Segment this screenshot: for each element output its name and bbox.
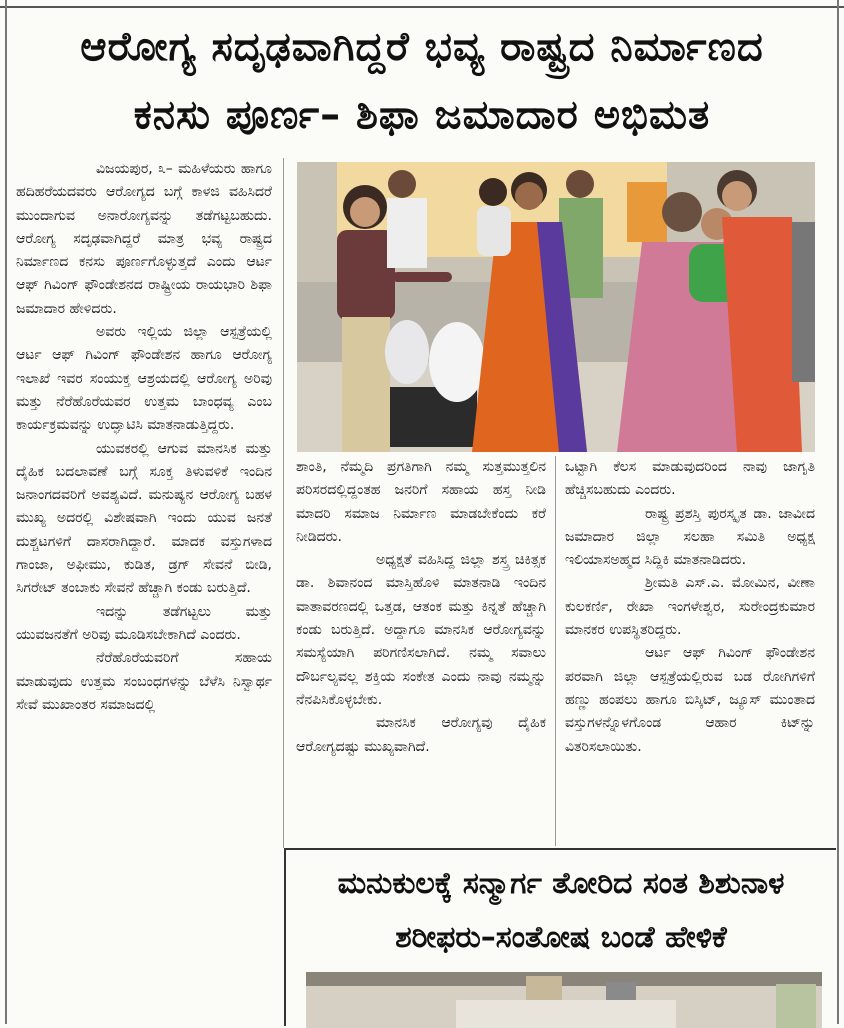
paragraph: ಶ್ರೀಮತಿ ಎಸ್.ಎ. ಮೋಮಿನ, ವೀಣಾ ಕುಲಕರ್ಣಿ, ರೇಖಾ ಇಂಗಳೇಶ್ವರ, ಸುರೇಂದ್ರಕುಮಾರ ಮಾನಕರ ಉಪಸ್ಥಿತರಿದ್ದರು. bbox=[565, 575, 815, 639]
photo-illustration bbox=[297, 162, 815, 452]
article-column-2 bbox=[296, 456, 546, 846]
right-border bbox=[837, 0, 839, 1024]
paragraph: ರಾಷ್ಟ್ರ ಪ್ರಶಸ್ತಿ ಪುರಸ್ಕೃತ ಡಾ. ಜಾವೀದ ಜಮಾದಾರ ಜಿಲ್ಲಾ ಸಲಹಾ ಸಮಿತಿ ಅಧ್ಯಕ್ಷ ಇಲಿಯಾಸಅಹ್ಮದ ಸಿದ್ದಿಕಿ ಮಾತನಾಡಿದರು. bbox=[565, 505, 815, 569]
paragraph: ಇದನ್ನು ತಡೆಗಟ್ಟಲು ಮತ್ತು ಯುವಜನತೆಗೆ ಅರಿವು ಮೂಡಿಸಬೇಕಾಗಿದೆ ಎಂದರು. bbox=[16, 603, 272, 643]
second-headline-line-1: ಮನುಕುಲಕ್ಕೆ ಸನ್ಮಾರ್ಗ ತೋರಿದ ಸಂತ ಶಿಶುನಾಳ bbox=[337, 866, 785, 901]
column-divider bbox=[555, 456, 556, 846]
top-rule bbox=[0, 6, 844, 8]
paragraph: ವಿಜಯಪುರ, ೩– ಮಹಿಳೆಯರು ಹಾಗೂ ಹದಿಹರೆಯದವರು ಆರೋಗ್ಯದ ಬಗ್ಗೆ ಕಾಳಜಿ ವಹಿಸಿದರೆ ಮುಂದಾಗುವ ಅನಾರೋಗ್ಯವನ್ನು ತಡೆಗಟ್ಟಬಹುದು. ಆರೋಗ್ಯ ಸದೃಢವಾಗಿದ್ದರೆ ಮಾತ್ರ ಭವ್ಯ ರಾಷ್ಟ್ರದ ನಿರ್ಮಾಣದ ಕನಸು ಪೂರ್ಣಗೊಳ್ಳುತ್ತದೆ ಎಂದು ಆರ್ಟ ಆಫ್ ಗಿವಿಂಗ್ ಫೌಂಡೇಶನದ ರಾಷ್ಟ್ರೀಯ ರಾಯಭಾರಿ ಶಿಫಾ ಜಮಾದಾರ ಹೇಳಿದರು. bbox=[16, 161, 272, 317]
paragraph: ಯುವಕರಲ್ಲಿ ಆಗುವ ಮಾನಸಿಕ ಮತ್ತು ದೈಹಿಕ ಬದಲಾವಣೆ ಬಗ್ಗೆ ಸೂಕ್ತ ತಿಳುವಳಿಕೆ ಇಂದಿನ ಜನಾಂಗದವರಿಗೆ ಅವಶ್ಯವಿದೆ. ಮನುಷ್ಯನ ಆರೋಗ್ಯ ಬಹಳ ಮುಖ್ಯ ಅದರಲ್ಲಿ ವಿಶೇಷವಾಗಿ ಇಂದು ಯುವ ಜನತೆ ದುಶ್ಚಟಗಳಿಗೆ ದಾಸರಾಗಿದ್ದಾರೆ. ಮಾದಕ ವಸ್ತುಗಳಾದ ಗಾಂಜಾ, ಅಫೀಮು, ಕುಡಿತ, ಡ್ರಗ್ ಸೇವನೆ ಬೀಡಿ, ಸಿಗರೇಟ್ ತಂಬಾಕು ಸೇವನೆ ಹೆಚ್ಚಾಗಿ ಕಂಡು ಬರುತ್ತಿದೆ. bbox=[16, 440, 272, 597]
paragraph: ನೆರೆಹೊರೆಯವರಿಗೆ ಸಹಾಯ ಮಾಡುವುದು ಉತ್ತಮ ಸಂಬಂಧಗಳನ್ನು ಬೆಳೆಸಿ ನಿಸ್ವಾರ್ಥ ಸೇವೆ ಮುಖಾಂತರ ಸಮಾಜದಲ್ಲಿ bbox=[16, 650, 272, 713]
left-border bbox=[5, 0, 7, 1024]
headline-line-2: ಕನಸು ಪೂರ್ಣ– ಶಿಫಾ ಜಮಾದಾರ ಅಭಿಮತ bbox=[133, 92, 711, 138]
paragraph: ಅಧ್ಯಕ್ಷತೆ ವಹಿಸಿದ್ದ ಜಿಲ್ಲಾ ಶಸ್ತ್ರ ಚಿಕಿತ್ಸಕ ಡಾ. ಶಿವಾನಂದ ಮಾಸ್ತಿಹೊಳಿ ಮಾತನಾಡಿ ಇಂದಿನ ವಾತಾವರಣದಲ್ಲಿ ಒತ್ತಡ, ಆತಂಕ ಮತ್ತು ಕಿನ್ನತೆ ಹೆಚ್ಚಾಗಿ ಕಂಡು ಬರುತ್ತಿದೆ. ಅದ್ದಾಗೂ ಮಾನಸಿಕ ಆರೋಗ್ಯವನ್ನು ಸಮಸ್ಯೆಯಾಗಿ ಪರಿಗಣಿಸಲಾಗಿದೆ. ನಮ್ಮ ಸವಾಲು ದೌರ್ಬಲ್ಯವಲ್ಲ ಶಕ್ತಿಯ ಸಂಕೇತ ಎಂದು ನಾವು ನಮ್ಮನ್ನು ನೆನಪಿಸಿಕೊಳ್ಳಬೇಕು. bbox=[296, 552, 546, 708]
paragraph: ಅವರು ಇಲ್ಲಿಯ ಜಿಲ್ಲಾ ಆಸ್ಪತ್ರೆಯಲ್ಲಿ ಆರ್ಟ ಆಫ್ ಗಿವಿಂಗ್ ಫೌಂಡೇಶನ ಹಾಗೂ ಆರೋಗ್ಯ ಇಲಾಖೆ ಇವರ ಸಂಯುಕ್ತ ಆಶ್ರಯದಲ್ಲಿ ಆರೋಗ್ಯ ಅರಿವು ಮತ್ತು ನೆರೆಹೊರೆಯವರ ಉತ್ತಮ ಬಾಂಧವ್ಯ ಎಂಬ ಕಾರ್ಯಕ್ರಮವನ್ನು ಉದ್ಘಾಟಿಸಿ ಮಾತನಾಡುತ್ತಿದ್ದರು. bbox=[16, 324, 272, 434]
headline-line-1: ಆರೋಗ್ಯ ಸದೃಢವಾಗಿದ್ದರೆ ಭವ್ಯ ರಾಷ್ಟ್ರದ ನಿರ್ಮಾಣದ bbox=[80, 24, 764, 70]
second-headline-line-2: ಶರೀಫರು–ಸಂತೋಷ ಬಂಡೆ ಹೇಳಿಕೆ bbox=[395, 920, 727, 955]
paragraph: ಮಾನಸಿಕ ಆರೋಗ್ಯವು ದೈಹಿಕ ಆರೋಗ್ಯದಷ್ಟು ಮುಖ್ಯವಾಗಿದೆ. bbox=[296, 715, 546, 755]
article-column-3 bbox=[565, 456, 815, 846]
paragraph: ಶಾಂತಿ, ನೆಮ್ಮದಿ ಪ್ರಗತಿಗಾಗಿ ನಮ್ಮ ಸುತ್ತಮುತ್ತಲಿನ ಪರಿಸರದಲ್ಲಿದ್ದಂತಹ ಜನರಿಗೆ ಸಹಾಯ ಹಸ್ತ ನೀಡಿ ಮಾದರಿ ಸಮಾಜ ನಿರ್ಮಾಣ ಮಾಡಬೇಕೆಂದು ಕರೆ ನೀಡಿದರು. bbox=[296, 459, 546, 545]
paragraph: ಆರ್ಟ ಆಫ್ ಗಿವಿಂಗ್ ಫೌಂಡೇಶನ ಪರವಾಗಿ ಜಿಲ್ಲಾ ಆಸ್ಪತ್ರೆಯಲ್ಲಿರುವ ಬಡ ರೋಗಿಗಳಿಗೆ ಹಣ್ಣು ಹಂಪಲು ಹಾಗೂ ಬಿಸ್ಕಿಟ್, ಜ್ಯೂಸ್ ಮುಂತಾದ ವಸ್ತುಗಳನ್ನೊಳಗೊಂಡ ಆಹಾರ ಕಿಟ್‌ನ್ನು ವಿತರಿಸಲಾಯಿತು. bbox=[565, 645, 815, 755]
photo-illustration bbox=[306, 972, 822, 1028]
second-story-photo bbox=[306, 972, 822, 1028]
event-photo bbox=[297, 162, 815, 452]
column-divider bbox=[283, 158, 284, 848]
paragraph: ಒಟ್ಟಾಗಿ ಕೆಲಸ ಮಾಡುವುದರಿಂದ ನಾವು ಜಾಗೃತಿ ಹೆಚ್ಚಿಸಬಹುದು ಎಂದರು. bbox=[565, 459, 815, 499]
second-story bbox=[284, 848, 836, 1026]
article-column-1 bbox=[16, 158, 272, 1018]
